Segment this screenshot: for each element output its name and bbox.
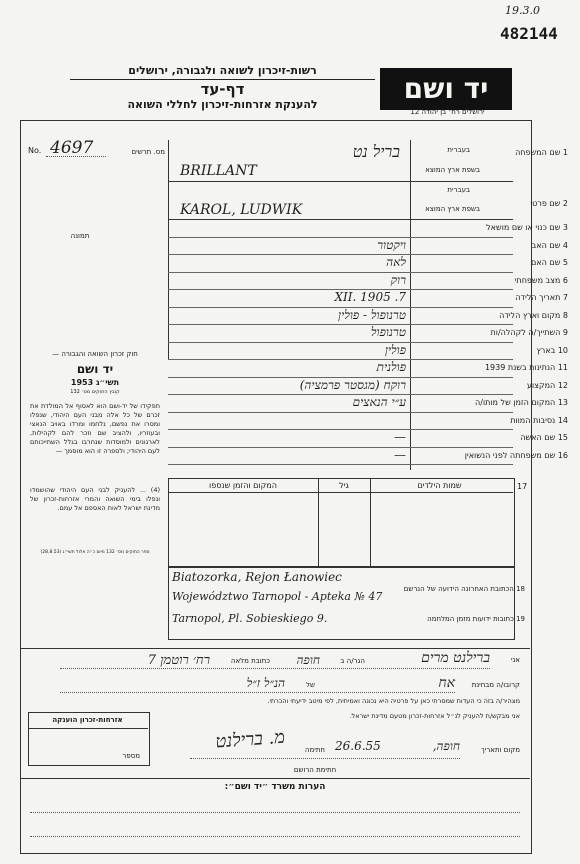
law-title: חוק זכרון השואה והגבורה — bbox=[52, 350, 138, 358]
address-row-18-label: 18 הכתובת האחרונה הידועה של הנרשם bbox=[403, 585, 525, 593]
serial-label: מס. תרשים bbox=[131, 148, 165, 156]
signature-label: חתימה bbox=[304, 746, 325, 754]
row-14-label: 14 נסיבות המוות bbox=[510, 415, 568, 425]
decl-relation-label: קרובו/ה מבחינת bbox=[471, 681, 520, 689]
recorder-label: חתימת הרושם bbox=[293, 766, 337, 774]
decl-statement-1: מצהיר/ה בזה כי העדות שמסרתי כאן על פרטיה היא נכונה ואמיתית, לפי מיטב ידיעתי והכרתי. bbox=[267, 697, 520, 705]
logo-address: ירושלים רח׳ בן יהודה 12 bbox=[410, 108, 485, 116]
authority-line: רשות-זיכרון לשואה ולגבורה, ירושלים bbox=[70, 64, 375, 80]
in-origin-label: בשפת ארץ המוצא bbox=[425, 166, 480, 174]
decl-city: חופה bbox=[296, 653, 320, 667]
law-year: תשי״ג 1953 bbox=[70, 378, 120, 387]
form-subtitle: להענקת אזרחות-זיכרון לחללי השואה bbox=[127, 98, 318, 111]
children-col-age: גיל bbox=[339, 481, 349, 490]
row-13-value: ע״י הנאצים bbox=[352, 395, 406, 409]
number-label: No. bbox=[28, 146, 42, 155]
row-11-label: 11 הנתינות בשנת 1939 bbox=[484, 363, 568, 372]
signature: מ. ברילנט bbox=[214, 726, 286, 753]
row-7-value: 7. XII. 1905 bbox=[334, 290, 406, 304]
form-title: דף-עד bbox=[200, 80, 245, 98]
archive-number: 482144 bbox=[500, 24, 558, 43]
row-2-label: 2 שם פרטי bbox=[530, 199, 568, 208]
row-10-label: 10 בארץ bbox=[536, 345, 568, 355]
law-footnote: ספר החוקים מס׳ 132 מיום כ״ה אלול תשי״ג (28.8.53) bbox=[40, 550, 150, 555]
decl-relation: אח bbox=[438, 675, 455, 691]
surname-hebrew: בריל נט bbox=[352, 142, 400, 161]
first-name-latin: KAROL, LUDWIK bbox=[180, 202, 303, 218]
row-15-label: 15 שם האשה bbox=[520, 433, 568, 442]
row-9-label: 9 השתייך/ה לקהלה/ות bbox=[490, 328, 568, 337]
office-notes: הערות משרד ״יד ושם״: bbox=[224, 782, 326, 792]
photo-label: תמונה bbox=[70, 232, 90, 240]
decl-address-label: כתובת מלאה bbox=[230, 657, 270, 665]
surname-latin: BRILLANT bbox=[180, 163, 257, 179]
row-16-value: — bbox=[394, 447, 406, 462]
row-6-value: רוק bbox=[390, 272, 406, 287]
row-4-label: 4 שם האב bbox=[531, 240, 568, 250]
row-9-value: טרנופול bbox=[370, 325, 406, 339]
form-number: 4697 bbox=[50, 138, 94, 158]
place-date-label: מקום ותאריך bbox=[481, 746, 520, 754]
decl-prefix: אני bbox=[510, 656, 520, 664]
place-value: חופה, bbox=[432, 739, 460, 753]
address-line-3: Tarnopol, Pl. Sobieskiego 9. bbox=[172, 612, 328, 625]
children-col-place: המקום והזמן שנספו bbox=[209, 481, 277, 490]
decl-name: ברילנט מרים bbox=[421, 650, 490, 666]
in-hebrew-label-2: בעברית bbox=[447, 186, 470, 194]
in-origin-label-2: בשפת ארץ המוצא bbox=[425, 205, 480, 213]
decl-deceased: הנ״ל ז״ל bbox=[246, 676, 285, 690]
row-13-label: 13 המקום הזמן של מותו/ה bbox=[475, 398, 568, 407]
row-15-value: — bbox=[394, 430, 406, 444]
decl-address: רח׳ רוטמן 7 bbox=[147, 653, 210, 668]
decl-of: של bbox=[306, 681, 315, 689]
date-value: 26.6.55 bbox=[335, 739, 381, 753]
grant-title: אזרחות-זכרון הוענקה bbox=[52, 716, 123, 724]
row-12-value: רוקח (מגסטר פרמציה) bbox=[299, 377, 406, 392]
row-1-label: 1 שם המשפחה bbox=[515, 148, 568, 157]
children-row-num: 17 bbox=[517, 482, 528, 491]
decl-statement-2: אני מבקש/ת להעניק לנ״ל אזרחות-זכרון מטעם מדינת ישראל. bbox=[349, 712, 520, 720]
law-name: יד ושם bbox=[76, 362, 114, 376]
row-6-label: 6 מצב משפחתי bbox=[514, 275, 568, 285]
address-line-1: Biatozorka, Rejon Łanowiec bbox=[172, 570, 342, 584]
row-11-value: פולנית bbox=[376, 360, 406, 374]
row-12-label: 12 המקצוע bbox=[526, 380, 568, 390]
grant-number-label: מספר bbox=[122, 752, 140, 760]
row-5-label: 5 שם האם bbox=[530, 258, 568, 267]
row-10-value: פולין bbox=[384, 342, 406, 357]
law-paragraph-1: תפקידו של יד-ושם הוא לאסוף אל המולדת את זכרם של כל אלה מבני העם היהודי, שנפלו ומסרו את נפשם, נלחמו ומרדו באויב הנאצי ובעוזריו, ולהציב שם וזכר להם לקהילות, לארגונים ולמוסדות שנחרבו בגלל השתייכותם לעם היהודי; ולספרה זו הוא מוסמך — bbox=[30, 402, 160, 455]
row-7-label: 7 תאריך הלידה bbox=[515, 293, 568, 302]
row-8-value: טרנופול - פולין bbox=[338, 307, 406, 322]
law-ref: קובץ החוקים מס׳ 132 bbox=[70, 389, 120, 395]
date-note: 19.3.0 bbox=[505, 4, 540, 17]
address-line-2: Województwo Tarnopol - Apteka № 47 bbox=[172, 590, 383, 603]
row-5-value: לאה bbox=[386, 255, 406, 269]
in-hebrew-label: בעברית bbox=[447, 146, 470, 154]
children-col-names: שמות הילדים bbox=[417, 481, 462, 490]
row-3-label: 3 שם כנוי או שם מושאל bbox=[486, 223, 568, 232]
row-4-value: ויקטור bbox=[377, 237, 406, 252]
decl-residing: הגר/ה ב bbox=[340, 657, 365, 665]
law-paragraph-2: (4) ... להעניק לבני העם היהודי שהושמדו ונפלו בימי השואה והמרי אזרחות-זכרון של מדינת ישראל לאות האספם אל עמם. bbox=[30, 486, 160, 512]
row-8-label: 8 מקום וארץ הלידה bbox=[499, 310, 568, 320]
yad-vashem-logo: יד ושם bbox=[380, 68, 512, 110]
row-16-label: 16 שם משפחתה לפני הנשואין bbox=[464, 450, 568, 460]
address-row-19-label: 19 כתובות ידועות מזמן המלחמה bbox=[427, 615, 525, 623]
